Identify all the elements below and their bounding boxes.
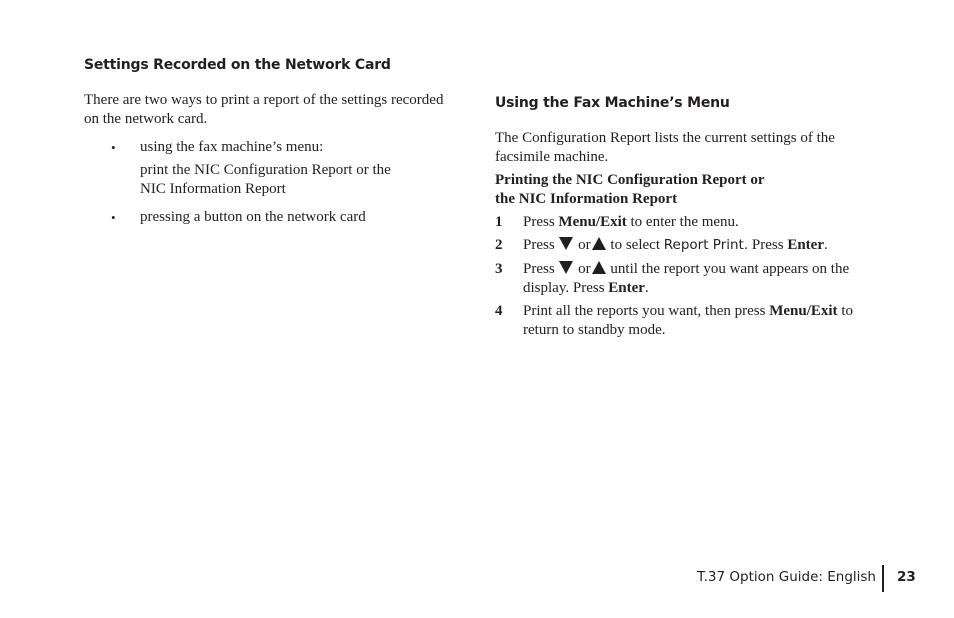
step-number: 1 bbox=[495, 214, 503, 230]
left-intro-line-1: There are two ways to print a report of the settings recorded bbox=[84, 92, 444, 108]
up-arrow-icon bbox=[592, 261, 606, 274]
step-2-text bbox=[523, 236, 828, 255]
step-text: until the report you want appears on the bbox=[606, 261, 850, 277]
right-intro-paragraph bbox=[495, 129, 835, 167]
key-label: Menu/Exit bbox=[558, 214, 627, 230]
step-number: 4 bbox=[495, 303, 503, 319]
down-arrow-icon bbox=[559, 237, 573, 250]
bullet-marker: • bbox=[111, 140, 116, 155]
bullet-marker: • bbox=[111, 210, 116, 225]
section-heading-settings: Settings Recorded on the Network Card bbox=[84, 57, 391, 73]
step-text: . bbox=[644, 280, 649, 296]
step-number: 2 bbox=[495, 237, 503, 253]
step-text: Print all the reports you want, then press bbox=[523, 303, 770, 319]
step-text: display. Press bbox=[523, 280, 609, 296]
bullet-item-network-card: pressing a button on the network card bbox=[140, 209, 366, 225]
step-text: or bbox=[574, 237, 591, 253]
step-text: Press bbox=[523, 261, 559, 277]
procedure-subheading bbox=[495, 171, 765, 209]
step-text: to enter the menu. bbox=[626, 214, 739, 230]
step-4-text bbox=[523, 302, 853, 340]
bullet-sub-line-1: print the NIC Configuration Report or the bbox=[140, 162, 391, 178]
step-3-text bbox=[523, 260, 849, 298]
step-text: Press bbox=[748, 237, 788, 253]
display-text: Report Print. bbox=[663, 237, 749, 253]
key-label: Enter bbox=[608, 280, 645, 296]
up-arrow-icon bbox=[592, 237, 606, 250]
section-heading-fax-menu: Using the Fax Machine’s Menu bbox=[495, 95, 730, 111]
step-text: Press bbox=[523, 237, 559, 253]
step-text: or bbox=[574, 261, 591, 277]
left-intro-line-2: on the network card. bbox=[84, 111, 208, 127]
bullet-item-fax-menu: using the fax machine’s menu: bbox=[140, 139, 324, 155]
procedure-subheading-line-2: the NIC Information Report bbox=[495, 191, 678, 207]
step-1-text bbox=[523, 213, 739, 232]
key-label: Enter bbox=[787, 237, 824, 253]
right-intro-line-2: facsimile machine. bbox=[495, 149, 609, 165]
down-arrow-icon bbox=[559, 261, 573, 274]
step-text: to select bbox=[606, 237, 664, 253]
page-number: 23 bbox=[897, 569, 916, 585]
step-number: 3 bbox=[495, 261, 503, 277]
right-intro-line-1: The Configuration Report lists the current settings of the bbox=[495, 130, 835, 146]
key-label: Menu/Exit bbox=[769, 303, 838, 319]
procedure-subheading-line-1: Printing the NIC Configuration Report or bbox=[495, 172, 765, 188]
bullet-sub-paragraph bbox=[140, 161, 391, 199]
footer-guide-title: T.37 Option Guide: English bbox=[697, 569, 876, 585]
step-text: to bbox=[837, 303, 853, 319]
step-text: Press bbox=[523, 214, 559, 230]
step-text: . bbox=[823, 237, 828, 253]
bullet-sub-line-2: NIC Information Report bbox=[140, 181, 286, 197]
left-intro-paragraph bbox=[84, 91, 443, 129]
step-text: return to standby mode. bbox=[523, 322, 666, 338]
footer-divider bbox=[882, 565, 884, 592]
